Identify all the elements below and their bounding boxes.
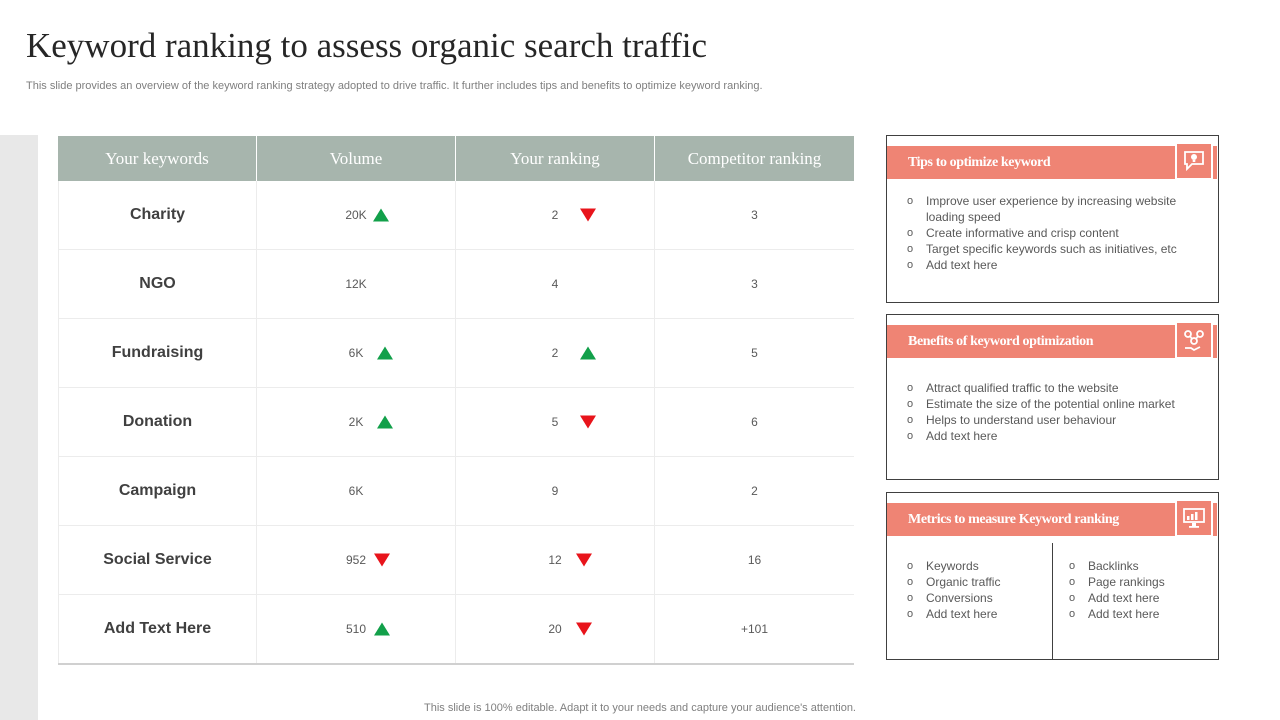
list-item: o Attract qualified traffic to the website — [907, 380, 1207, 396]
list-item: o Organic traffic — [907, 574, 1047, 590]
metrics-header — [887, 503, 1217, 536]
tips-title: Tips to optimize keyword — [908, 155, 1051, 170]
ranking-cell — [456, 319, 655, 387]
page-title: Keyword ranking to assess organic search traffic — [26, 26, 707, 65]
keyword-cell: Charity — [58, 181, 257, 249]
list-item: o Estimate the size of the potential online market — [907, 396, 1207, 412]
ranking-value: 20 — [548, 622, 562, 636]
table-row — [58, 457, 854, 526]
table-body — [58, 181, 854, 665]
benefits-list — [907, 380, 1207, 444]
competitor-cell: 3 — [751, 277, 758, 291]
competitor-cell: 5 — [751, 346, 758, 360]
lightbulb-chat-icon — [1175, 142, 1213, 180]
volume-value: 6K — [348, 484, 364, 498]
list-item: o Backlinks — [1069, 558, 1209, 574]
ranking-cell — [456, 388, 655, 456]
table-row — [58, 250, 854, 319]
side-strip — [0, 135, 38, 720]
table-header — [58, 136, 854, 181]
table-row — [58, 181, 854, 250]
table-row — [58, 319, 854, 388]
table-row — [58, 388, 854, 457]
network-hand-icon — [1175, 321, 1213, 359]
trend-down-icon — [580, 416, 596, 429]
header-your-ranking: Your ranking — [456, 136, 655, 181]
volume-cell — [257, 457, 456, 525]
tips-list — [907, 193, 1207, 273]
header-keywords: Your keywords — [58, 136, 257, 181]
trend-up-icon — [377, 347, 393, 360]
keyword-cell: Donation — [58, 388, 257, 456]
tips-panel — [886, 135, 1219, 303]
keyword-cell: Fundraising — [58, 319, 257, 387]
volume-cell — [257, 595, 456, 663]
list-item: o Keywords — [907, 558, 1047, 574]
table-row — [58, 595, 854, 665]
ranking-value: 12 — [548, 553, 562, 567]
list-item: o Helps to understand user behaviour — [907, 412, 1207, 428]
volume-cell — [257, 526, 456, 594]
page-subtitle: This slide provides an overview of the keyword ranking strategy adopted to drive traffic. It further includes tips and benefits to optimize keyword ranking. — [26, 80, 763, 92]
volume-cell — [257, 319, 456, 387]
footer-note: This slide is 100% editable. Adapt it to your needs and capture your audience's attention. — [424, 702, 856, 714]
list-item: o Add text here — [907, 606, 1047, 622]
volume-value: 510 — [345, 622, 367, 636]
volume-cell — [257, 250, 456, 318]
list-item: o Conversions — [907, 590, 1047, 606]
volume-value: 952 — [345, 553, 367, 567]
list-item: o Add text here — [907, 428, 1207, 444]
table-row — [58, 526, 854, 595]
metrics-divider — [1052, 543, 1053, 659]
volume-value: 2K — [348, 415, 364, 429]
tips-header — [887, 146, 1217, 179]
list-item: o Page rankings — [1069, 574, 1209, 590]
volume-cell — [257, 388, 456, 456]
trend-down-icon — [576, 623, 592, 636]
list-item: o Add text here — [907, 257, 1207, 273]
benefits-header — [887, 325, 1217, 358]
ranking-value: 2 — [551, 346, 559, 360]
volume-value: 6K — [348, 346, 364, 360]
metrics-title: Metrics to measure Keyword ranking — [908, 512, 1119, 527]
keyword-cell: Social Service — [58, 526, 257, 594]
ranking-cell — [456, 526, 655, 594]
competitor-cell: +101 — [740, 622, 769, 636]
keyword-cell: NGO — [58, 250, 257, 318]
list-item: o Improve user experience by increasing website loading speed — [907, 193, 1207, 225]
trend-down-icon — [576, 554, 592, 567]
trend-up-icon — [374, 623, 390, 636]
keyword-table — [58, 136, 854, 665]
header-competitor-ranking: Competitor ranking — [687, 148, 822, 168]
competitor-cell: 16 — [747, 553, 762, 567]
competitor-cell: 2 — [751, 484, 758, 498]
benefits-title: Benefits of keyword optimization — [908, 334, 1094, 349]
competitor-cell: 3 — [751, 208, 758, 222]
monitor-chart-icon — [1175, 499, 1213, 537]
keyword-cell: Add Text Here — [58, 595, 257, 663]
list-item: o Add text here — [1069, 590, 1209, 606]
trend-down-icon — [374, 554, 390, 567]
trend-up-icon — [580, 347, 596, 360]
ranking-cell — [456, 250, 655, 318]
list-item: o Target specific keywords such as initiatives, etc — [907, 241, 1207, 257]
list-item: o Create informative and crisp content — [907, 225, 1207, 241]
competitor-cell: 6 — [751, 415, 758, 429]
ranking-value: 2 — [551, 208, 559, 222]
benefits-panel — [886, 314, 1219, 480]
ranking-cell — [456, 457, 655, 525]
header-volume: Volume — [257, 136, 456, 181]
keyword-cell: Campaign — [58, 457, 257, 525]
metrics-list-right — [1069, 558, 1209, 622]
volume-value: 20K — [345, 208, 367, 222]
ranking-cell — [456, 595, 655, 663]
trend-up-icon — [373, 209, 389, 222]
ranking-cell — [456, 181, 655, 249]
ranking-value: 5 — [551, 415, 559, 429]
trend-down-icon — [580, 209, 596, 222]
trend-up-icon — [377, 416, 393, 429]
list-item: o Add text here — [1069, 606, 1209, 622]
metrics-panel — [886, 492, 1219, 660]
metrics-list-left — [907, 558, 1047, 622]
volume-value: 12K — [345, 277, 367, 291]
volume-cell — [257, 181, 456, 249]
ranking-value: 4 — [551, 277, 559, 291]
ranking-value: 9 — [551, 484, 559, 498]
